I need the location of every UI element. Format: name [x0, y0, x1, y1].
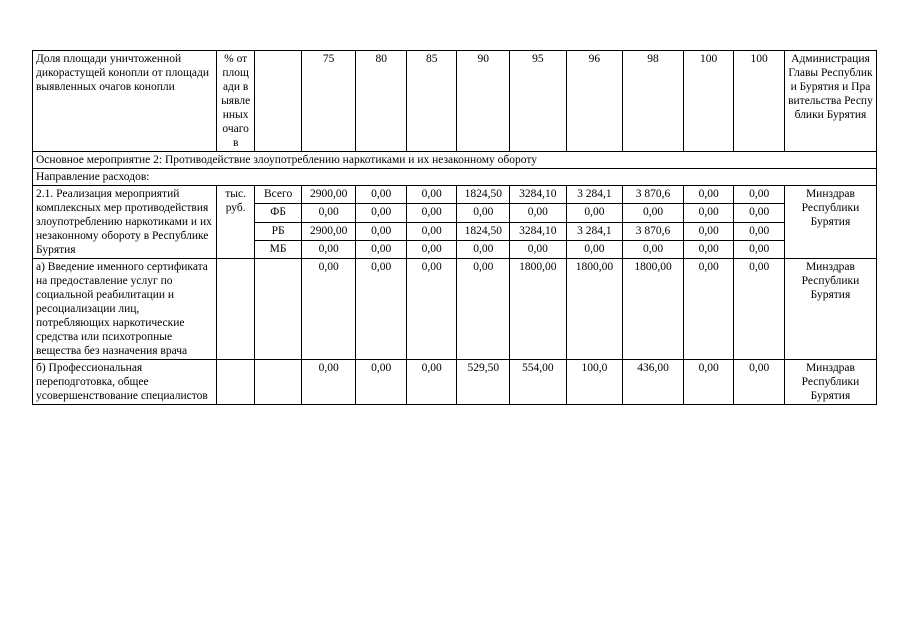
- source-value: 0,00: [406, 222, 457, 240]
- event-21-name: 2.1. Реализация мероприятий комплексных мер противодействия злоупотреблению наркотиками и их незаконному обороту в Республике Бурятия: [33, 186, 217, 259]
- source-value: 0,00: [566, 204, 623, 222]
- subevent-b-source-empty: [255, 360, 301, 405]
- subevent-a-value: 0,00: [356, 259, 407, 360]
- subevent-b-value: 0,00: [683, 360, 734, 405]
- source-label: РБ: [255, 222, 301, 240]
- source-value: 0,00: [566, 240, 623, 258]
- source-value: 3284,10: [510, 186, 567, 204]
- source-value: 0,00: [734, 204, 785, 222]
- subevent-b-executor: Минздрав Республики Бурятия: [784, 360, 876, 405]
- subevent-a-value: 1800,00: [510, 259, 567, 360]
- subevent-a-value: 0,00: [457, 259, 510, 360]
- source-value: 0,00: [734, 222, 785, 240]
- source-value: 3 284,1: [566, 186, 623, 204]
- source-value: 0,00: [406, 204, 457, 222]
- indicator-value: 100: [683, 51, 734, 152]
- source-value: 0,00: [356, 240, 407, 258]
- indicator-unit: % от площади выявленных очагов: [216, 51, 254, 152]
- subevent-b-value: 0,00: [406, 360, 457, 405]
- source-value: 3284,10: [510, 222, 567, 240]
- subevent-a-value: 0,00: [301, 259, 356, 360]
- source-value: 3 284,1: [566, 222, 623, 240]
- subevent-b-row: [33, 360, 877, 405]
- subevent-a-source-empty: [255, 259, 301, 360]
- main-event-row: [33, 152, 877, 169]
- source-value: 0,00: [356, 222, 407, 240]
- indicator-value: 100: [734, 51, 785, 152]
- subevent-b-unit-empty: [216, 360, 254, 405]
- source-value: 0,00: [683, 204, 734, 222]
- subevent-b-value: 0,00: [356, 360, 407, 405]
- subevent-a-executor: Минздрав Республики Бурятия: [784, 259, 876, 360]
- subevent-b-name: б) Профессиональная переподготовка, общее усовершенствование специалистов: [33, 360, 217, 405]
- indicator-name: Доля площади уничтоженной дикорастущей конопли от площади выявленных очагов конопли: [33, 51, 217, 152]
- subevent-a-value: 0,00: [683, 259, 734, 360]
- source-value: 2900,00: [301, 222, 356, 240]
- source-value: 0,00: [510, 204, 567, 222]
- source-value: 0,00: [301, 204, 356, 222]
- indicator-value: 80: [356, 51, 407, 152]
- subevent-a-name: а) Введение именного сертификата на предоставление услуг по социальной реабилитации и ресоциализации лиц, потребляющих наркотические средства или психотропные вещества без назначения врача: [33, 259, 217, 360]
- expense-direction-label: Направление расходов:: [33, 169, 877, 186]
- subevent-b-value: 0,00: [734, 360, 785, 405]
- indicator-value: 98: [623, 51, 684, 152]
- source-value: 2900,00: [301, 186, 356, 204]
- indicator-value: 96: [566, 51, 623, 152]
- source-value: 0,00: [406, 186, 457, 204]
- indicator-value: 85: [406, 51, 457, 152]
- subevent-b-value: 529,50: [457, 360, 510, 405]
- event-21-unit: тыс. руб.: [216, 186, 254, 259]
- expense-direction-row: [33, 169, 877, 186]
- main-event-title: Основное мероприятие 2: Противодействие злоупотреблению наркотиками и их незаконному обороту: [33, 152, 877, 169]
- source-value: 0,00: [510, 240, 567, 258]
- event-21-executor: Минздрав Республики Бурятия: [784, 186, 876, 259]
- source-value: 0,00: [683, 186, 734, 204]
- indicator-value: 95: [510, 51, 567, 152]
- subevent-b-value: 554,00: [510, 360, 567, 405]
- source-value: 0,00: [623, 240, 684, 258]
- source-value: 0,00: [683, 222, 734, 240]
- subevent-a-value: 1800,00: [566, 259, 623, 360]
- subevent-b-value: 100,0: [566, 360, 623, 405]
- event-21-row-total: [33, 186, 877, 204]
- source-label: Всего: [255, 186, 301, 204]
- source-label: ФБ: [255, 204, 301, 222]
- source-value: 1824,50: [457, 222, 510, 240]
- indicator-executor: Администрация Главы Республики Бурятия и Правительства Республики Бурятия: [784, 51, 876, 152]
- source-value: 0,00: [301, 240, 356, 258]
- source-value: 1824,50: [457, 186, 510, 204]
- indicator-source-empty: [255, 51, 301, 152]
- source-value: 3 870,6: [623, 222, 684, 240]
- source-value: 0,00: [683, 240, 734, 258]
- subevent-b-value: 436,00: [623, 360, 684, 405]
- source-value: 0,00: [406, 240, 457, 258]
- source-value: 0,00: [623, 204, 684, 222]
- subevent-a-value: 0,00: [406, 259, 457, 360]
- indicator-row: [33, 51, 877, 152]
- source-value: 0,00: [734, 240, 785, 258]
- indicator-value: 90: [457, 51, 510, 152]
- subevent-a-value: 0,00: [734, 259, 785, 360]
- subevent-a-row: [33, 259, 877, 360]
- subevent-a-value: 1800,00: [623, 259, 684, 360]
- subevent-b-value: 0,00: [301, 360, 356, 405]
- source-value: 0,00: [356, 204, 407, 222]
- program-table: [32, 50, 877, 405]
- subevent-a-unit-empty: [216, 259, 254, 360]
- source-label: МБ: [255, 240, 301, 258]
- source-value: 0,00: [457, 240, 510, 258]
- source-value: 0,00: [457, 204, 510, 222]
- source-value: 0,00: [356, 186, 407, 204]
- source-value: 0,00: [734, 186, 785, 204]
- source-value: 3 870,6: [623, 186, 684, 204]
- indicator-value: 75: [301, 51, 356, 152]
